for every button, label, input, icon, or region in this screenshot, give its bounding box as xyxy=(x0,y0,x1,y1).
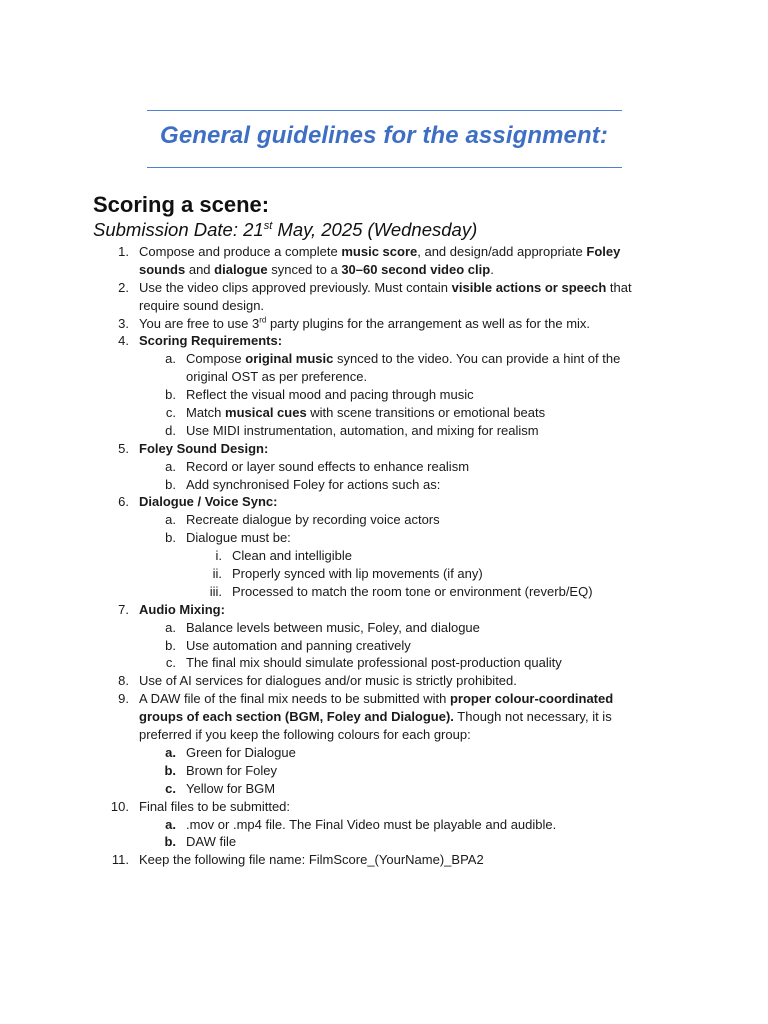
sub-item: b. Dialogue must be: xyxy=(165,530,291,546)
top-divider xyxy=(147,110,622,111)
list-item: 1. Compose and produce a complete music score, and design/add appropriate Foley xyxy=(118,244,621,259)
sub-item: a. Balance levels between music, Foley, and dialogue xyxy=(165,619,480,635)
sub-item: c. The final mix should simulate professional post-production quality xyxy=(165,655,562,671)
list-item: 3. You are free to use 3rd party plugins for the arrangement as well as for the mix. xyxy=(118,315,591,331)
list-item-continuation: sounds and dialogue synced to a 30–60 second video clip. xyxy=(139,261,494,277)
guidelines-list xyxy=(0,243,768,869)
sub-item: c. Match musical cues with scene transitions or emotional beats xyxy=(165,405,546,421)
list-item: 2. Use the video clips approved previously. Must contain visible actions or speech that xyxy=(118,279,632,295)
sub-item: d. Use MIDI instrumentation, automation, and mixing for realism xyxy=(165,422,539,438)
sub-item-continuation: original OST as per preference. xyxy=(186,369,368,385)
sub-sub-item: i. Clean and intelligible xyxy=(215,548,352,564)
sub-sub-item: ii. Properly synced with lip movements (if any) xyxy=(212,566,483,582)
sub-item: a. .mov or .mp4 file. The Final Video must be playable and audible. xyxy=(165,816,557,832)
sub-item: b. DAW file xyxy=(164,834,237,850)
list-item: 8. Use of AI services for dialogues and/or music is strictly prohibited. xyxy=(118,673,517,689)
sub-item: b. Brown for Foley xyxy=(164,762,278,778)
list-item: 6. Dialogue / Voice Sync: xyxy=(118,494,278,510)
sub-item: b. Reflect the visual mood and pacing through music xyxy=(165,387,474,403)
sub-item: b. Add synchronised Foley for actions such as: xyxy=(165,476,441,492)
list-item-continuation: groups of each section (BGM, Foley and Dialogue). Though not necessary, it is xyxy=(139,709,612,725)
list-item-continuation: preferred if you keep the following colours for each group: xyxy=(139,727,471,743)
list-item: 5. Foley Sound Design: xyxy=(118,440,269,456)
sub-item: a. Compose original music synced to the video. You can provide a hint of the xyxy=(165,351,621,367)
sub-item: a. Recreate dialogue by recording voice actors xyxy=(165,512,440,528)
list-item: 10. Final files to be submitted: xyxy=(110,798,291,814)
sub-sub-item: iii. Processed to match the room tone or environment (reverb/EQ) xyxy=(209,583,593,599)
list-item-continuation: require sound design. xyxy=(139,297,265,313)
sub-item: a. Green for Dialogue xyxy=(165,744,296,760)
bottom-divider xyxy=(147,167,622,168)
section-heading: Scoring a scene: xyxy=(93,192,270,217)
sub-item: a. Record or layer sound effects to enhance realism xyxy=(165,458,470,474)
sub-item: b. Use automation and panning creatively xyxy=(165,637,411,653)
page-title: General guidelines for the assignment: xyxy=(160,122,608,149)
sub-item: c. Yellow for BGM xyxy=(165,780,276,796)
list-item: 7. Audio Mixing: xyxy=(118,601,225,617)
list-item: 11. Keep the following file name: FilmScore_(YourName)_BPA2 xyxy=(111,852,484,868)
list-item: 9. A DAW file of the final mix needs to be submitted with proper colour-coordinated xyxy=(118,691,614,707)
submission-date: Submission Date: 21st May, 2025 (Wednesday) xyxy=(93,219,478,240)
list-item: 4. Scoring Requirements: xyxy=(118,333,283,349)
